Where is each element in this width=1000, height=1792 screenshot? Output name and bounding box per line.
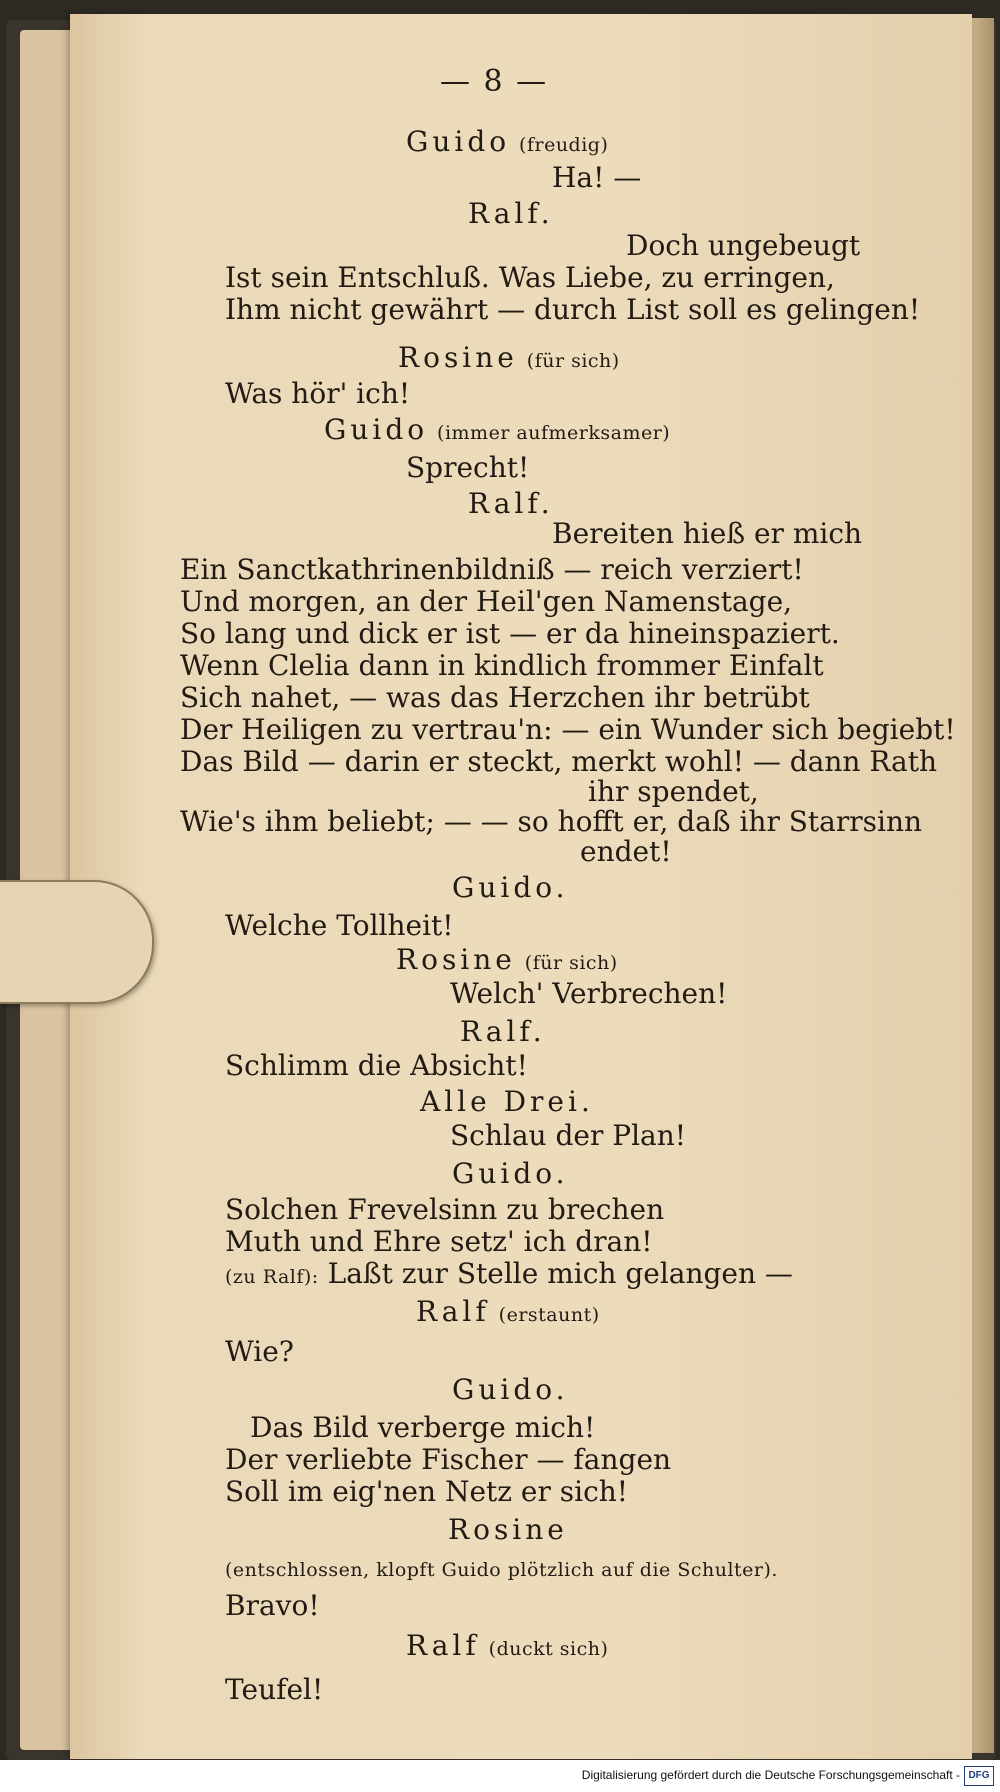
- page-number: — 8 —: [440, 64, 549, 99]
- speaker-name: Guido.: [452, 1157, 569, 1190]
- verse-line: Bravo!: [225, 1589, 320, 1622]
- verse-line: Der Heiligen zu vertrau'n: — ein Wunder sich begiebt!: [180, 713, 956, 746]
- speaker-name: Guido: [324, 413, 429, 446]
- stage-direction: (entschlossen, klopft Guido plötzlich auf die Schulter).: [225, 1559, 778, 1581]
- verse-line: Soll im eig'nen Netz er sich!: [225, 1475, 629, 1508]
- speaker-name: Guido.: [452, 1373, 569, 1406]
- verse-line: Bereiten hieß er mich: [552, 517, 863, 550]
- speaker-name: Rosine: [448, 1513, 568, 1546]
- verse-line: Schlau der Plan!: [450, 1119, 687, 1152]
- verse-line: Und morgen, an der Heil'gen Namenstage,: [180, 585, 793, 618]
- stage-direction: (erstaunt): [498, 1304, 600, 1326]
- book-page: [70, 14, 972, 1759]
- stage-direction: (freudig): [519, 134, 609, 156]
- verse-line: Teufel!: [225, 1673, 324, 1706]
- verse-line: Wie?: [225, 1335, 294, 1368]
- verse-line: Welch' Verbrechen!: [450, 977, 728, 1010]
- verse-line: Ihm nicht gewährt — durch List soll es gelingen!: [225, 293, 921, 326]
- verse-line: Schlimm die Absicht!: [225, 1049, 528, 1082]
- verse-line: Das Bild — darin er steckt, merkt wohl! — dann Rath: [180, 745, 938, 778]
- stage-direction: (für sich): [526, 350, 620, 372]
- speaker-line: [396, 944, 618, 979]
- speaker-name: Alle Drei.: [420, 1085, 594, 1118]
- bookmark-tab: [0, 880, 154, 1004]
- verse-line: Der verliebte Fischer — fangen: [225, 1443, 672, 1476]
- speaker-name: Ralf: [406, 1629, 480, 1662]
- speaker-line: [324, 414, 670, 449]
- stage-direction: (immer aufmerksamer): [437, 422, 671, 444]
- speaker-line: [416, 1296, 600, 1331]
- verse-line: ihr spendet,: [588, 775, 759, 808]
- speaker-name: Ralf.: [460, 1015, 546, 1048]
- verse-text: Laßt zur Stelle mich gelangen —: [327, 1257, 793, 1290]
- page-edge: [972, 18, 994, 1753]
- stage-direction: (für sich): [524, 952, 618, 974]
- speaker-line: [406, 1630, 608, 1665]
- speaker-name: Rosine: [398, 341, 518, 374]
- verse-line: Das Bild verberge mich!: [250, 1411, 596, 1444]
- verse-line: Sich nahet, — was das Herzchen ihr betrübt: [180, 681, 810, 714]
- verse-line: Wie's ihm beliebt; — — so hofft er, daß ihr Starrsinn: [180, 805, 923, 838]
- verse-line: Muth und Ehre setz' ich dran!: [225, 1225, 653, 1258]
- speaker-name: Guido.: [452, 871, 569, 904]
- verse-line: Ha! —: [552, 161, 642, 194]
- speaker-name: Rosine: [396, 943, 516, 976]
- verse-line: Wenn Clelia dann in kindlich frommer Einfalt: [180, 649, 824, 682]
- stage-direction: (zu Ralf):: [225, 1266, 319, 1288]
- verse-line: [225, 1258, 793, 1293]
- verse-line: Sprecht!: [406, 451, 530, 484]
- speaker-name: Ralf: [416, 1295, 490, 1328]
- verse-line: Ein Sanctkathrinenbildniß — reich verziert!: [180, 553, 804, 586]
- speaker-line: [406, 126, 608, 161]
- verse-line: Doch ungebeugt: [626, 229, 861, 262]
- speaker-name: Ralf.: [468, 197, 554, 230]
- verse-line: Solchen Frevelsinn zu brechen: [225, 1193, 665, 1226]
- speaker-name: Ralf.: [468, 487, 554, 520]
- speaker-line: [398, 342, 620, 377]
- verse-line: So lang und dick er ist — er da hineinspaziert.: [180, 617, 840, 650]
- footer-credit: Digitalisierung gefördert durch die Deutsche Forschungsgemeinschaft -: [581, 1768, 960, 1782]
- speaker-name: Guido: [406, 125, 511, 158]
- dfg-logo-icon: DFG: [964, 1766, 994, 1786]
- verse-line: endet!: [580, 835, 672, 868]
- stage-direction: (duckt sich): [488, 1638, 609, 1660]
- verse-line: Ist sein Entschluß. Was Liebe, zu erringen,: [225, 261, 835, 294]
- verse-line: Was hör' ich!: [225, 377, 411, 410]
- digitization-footer: [0, 1760, 1000, 1792]
- verse-line: Welche Tollheit!: [225, 909, 454, 942]
